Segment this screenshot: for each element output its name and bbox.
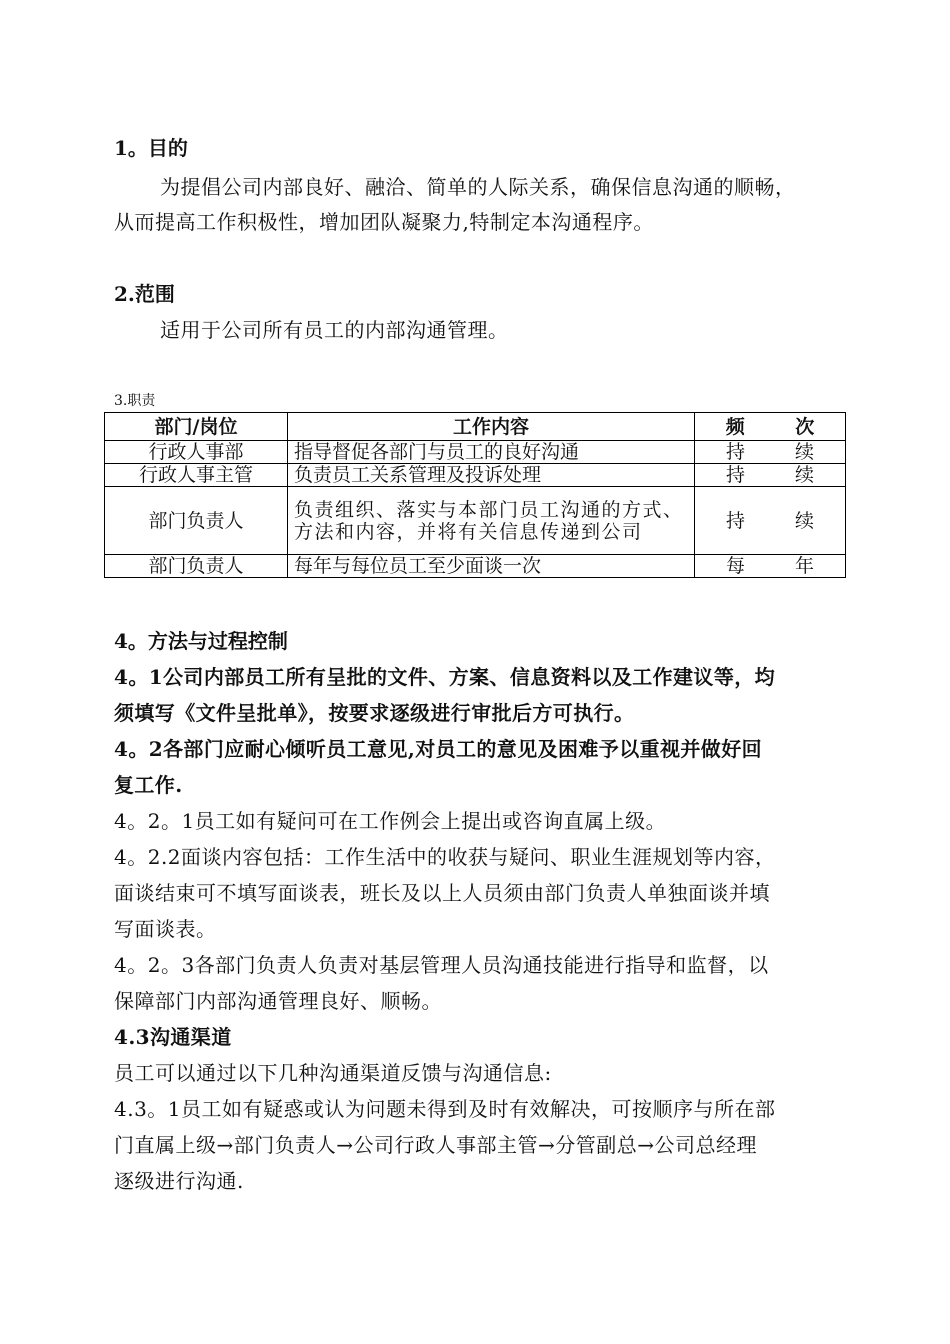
header-work-content: 工作内容 [288, 413, 695, 441]
section-2-heading: 2.范围 [114, 282, 175, 306]
table-row [105, 464, 846, 487]
header-frequency: 频 次 [695, 413, 846, 441]
table-row [105, 555, 846, 578]
section-1-text-line-1: 为提倡公司内部良好、融洽、简单的人际关系，确保信息沟通的顺畅， [160, 175, 796, 199]
para-4-3-1-line-2: 门直属上级→部门负责人→公司行政人事部主管→分管副总→公司总经理 [114, 1133, 758, 1157]
cell-work-content: 负责员工关系管理及投诉处理 [288, 464, 695, 487]
para-4-3-intro: 员工可以通过以下几种沟通渠道反馈与沟通信息: [114, 1061, 552, 1085]
para-4-2-2-line-1: 4。2.2面谈内容包括：工作生活中的收获与疑问、职业生涯规划等内容， [114, 845, 776, 869]
cell-frequency: 持 续 [695, 441, 846, 464]
section-2-text: 适用于公司所有员工的内部沟通管理。 [160, 318, 509, 342]
cell-work-content: 指导督促各部门与员工的良好沟通 [288, 441, 695, 464]
para-4-2-3-line-1: 4。2。3各部门负责人负责对基层管理人员沟通技能进行指导和监督，以 [114, 953, 769, 977]
section-4-3-heading: 4.3沟通渠道 [114, 1025, 232, 1049]
cell-frequency: 每 年 [695, 555, 846, 578]
cell-department: 部门负责人 [105, 555, 288, 578]
cell-work-content: 每年与每位员工至少面谈一次 [288, 555, 695, 578]
cell-frequency: 持 续 [695, 464, 846, 487]
cell-department: 部门负责人 [105, 487, 288, 555]
para-4-2-3-line-2: 保障部门内部沟通管理良好、顺畅。 [114, 989, 442, 1013]
section-1-text-line-2: 从而提高工作积极性，增加团队凝聚力,特制定本沟通程序。 [114, 210, 654, 234]
para-4-2-2-line-3: 写面谈表。 [114, 917, 217, 941]
duty-table [104, 412, 846, 578]
cell-frequency: 持 续 [695, 487, 846, 555]
section-4-heading: 4。方法与过程控制 [114, 629, 288, 653]
header-department: 部门/岗位 [105, 413, 288, 441]
table-row [105, 487, 846, 555]
para-4-1-line-2: 须填写《文件呈批单》，按要求逐级进行审批后方可执行。 [114, 701, 635, 725]
cell-department: 行政人事部 [105, 441, 288, 464]
para-4-2-line-1: 4。2各部门应耐心倾听员工意见,对员工的意见及困难予以重视并做好回 [114, 737, 762, 761]
table-header-row [105, 413, 846, 441]
cell-work-content: 负责组织、落实与本部门员工沟通的方式、方法和内容，并将有关信息传递到公司 [288, 487, 695, 555]
para-4-3-1-line-1: 4.3。1员工如有疑惑或认为问题未得到及时有效解决，可按顺序与所在部 [114, 1097, 776, 1121]
para-4-2-2-line-2: 面谈结束可不填写面谈表，班长及以上人员须由部门负责人单独面谈并填 [114, 881, 770, 905]
para-4-1-line-1: 4。1公司内部员工所有呈批的文件、方案、信息资料以及工作建议等，均 [114, 665, 776, 689]
para-4-2-1: 4。2。1员工如有疑问可在工作例会上提出或咨询直属上级。 [114, 809, 667, 833]
cell-department: 行政人事主管 [105, 464, 288, 487]
section-3-heading: 3.职责 [114, 393, 156, 409]
para-4-2-line-2: 复工作. [114, 773, 183, 797]
table-row [105, 441, 846, 464]
section-1-heading: 1。目的 [114, 136, 188, 160]
para-4-3-1-line-3: 逐级进行沟通. [114, 1169, 244, 1193]
